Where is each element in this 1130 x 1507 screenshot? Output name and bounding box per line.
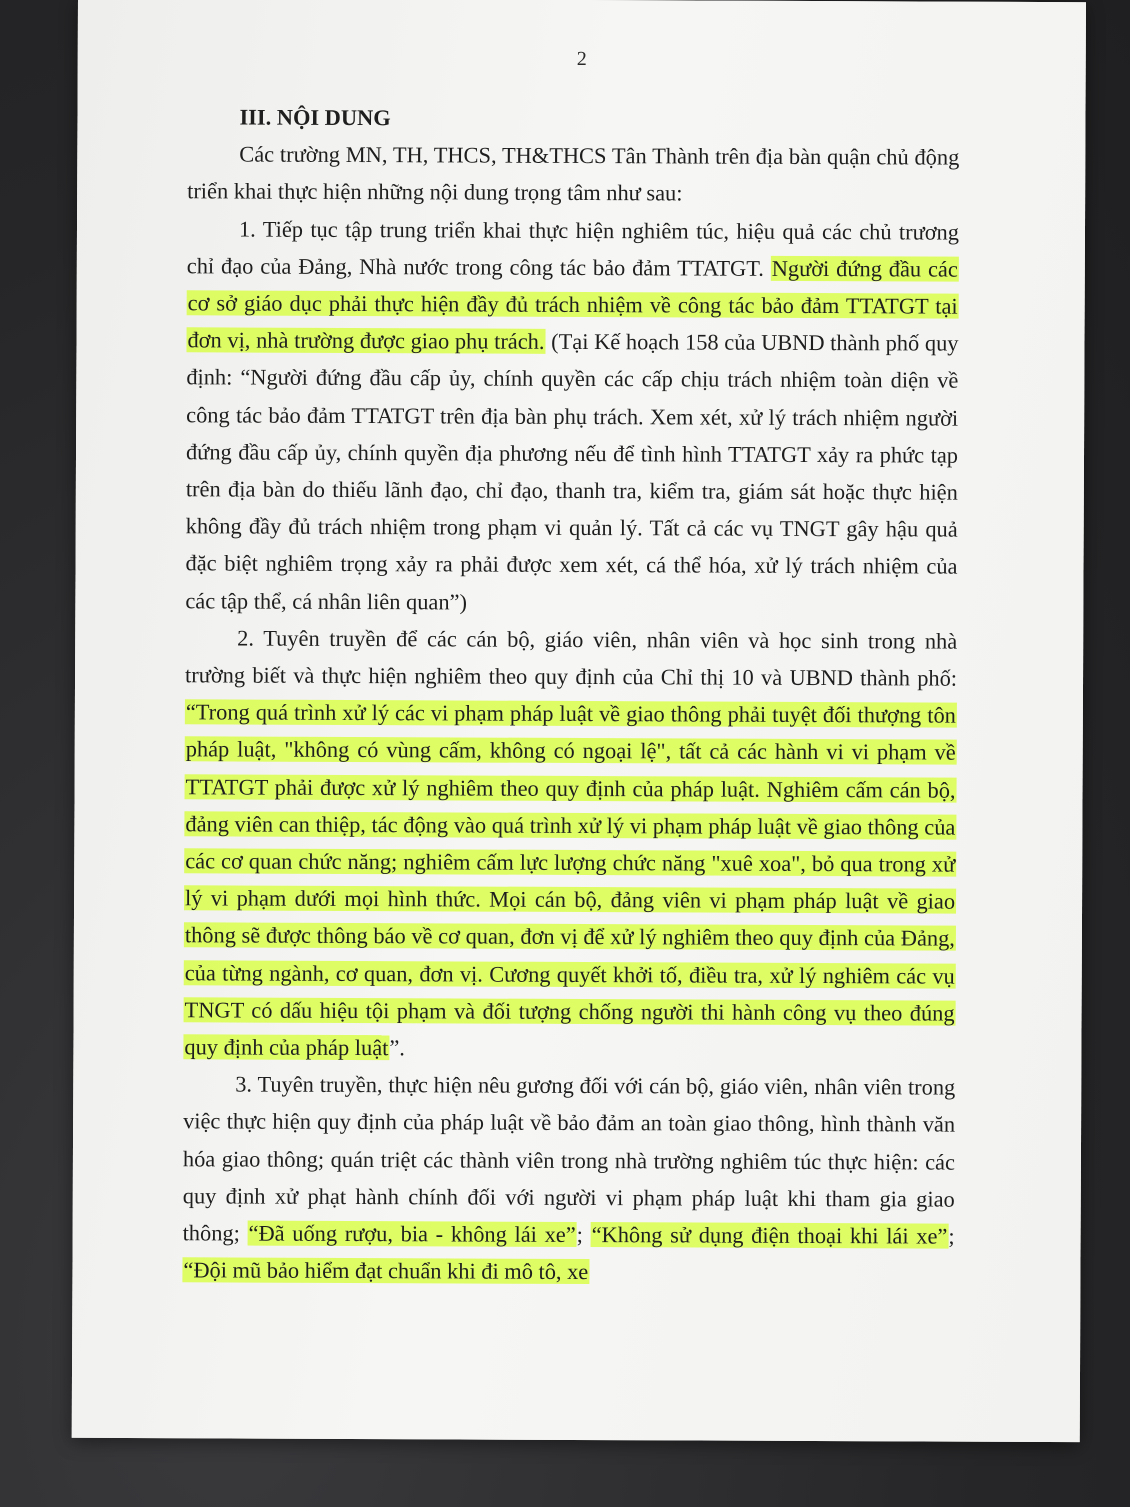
item-1-highlight: Người đứng đầu các cơ sở giáo dục phải thực hiện đầy đủ trách nhiệm về công tác bảo đảm TTATGT tại đơn vị, nhà trường được giao phụ trách.: [187, 255, 958, 355]
item-2-highlight: “Trong quá trình xử lý các vi phạm pháp luật về giao thông phải tuyệt đối thượng tôn pháp luật, "không có vùng cấm, không có ngoại lệ", tất cả các hành vi vi phạm về TTATGT phải được xử lý nghiêm theo quy định của pháp luật. Nghiêm cấm cán bộ, đảng viên can thiệp, tác động vào quá trình xử lý vi phạm pháp luật về giao thông của các cơ quan chức năng; nghiêm cấm lực lượng chức năng "xuê xoa", bỏ qua trong xử lý vi phạm dưới mọi hình thức. Mọi cán bộ, đảng viên vi phạm pháp luật về giao thông sẽ được thông báo về cơ quan, đơn vị để xử lý nghiêm theo quy định của Đảng, của từng ngành, cơ quan, đơn vị. Cương quyết khởi tố, điều tra, xử lý nghiêm các vụ TNGT có dấu hiệu tội phạm và đối tượng chống người thi hành công vụ theo đúng quy định của pháp luật: [184, 699, 956, 1061]
item-3-text: 3. Tuyên truyền, thực hiện nêu gương đối với cán bộ, giáo viên, nhân viên trong việc thực hiện quy định của pháp luật về bảo đảm an toàn giao thông, hình thành văn hóa giao thông; quán triệt các thành viên trong nhà trường nghiêm túc thực hiện: các quy định xử phạt hành chính đối với người vi phạm pháp luật khi tham gia giao thông;: [182, 1071, 956, 1246]
item-3-highlight-3: “Đội mũ bảo hiểm đạt chuẩn khi đi mô tô, xe: [183, 1257, 589, 1285]
item-2-text: 2. Tuyên truyền để các cán bộ, giáo viên, nhân viên và học sinh trong nhà trường biết và thực hiện nghiêm theo quy định của Chỉ thị 10 và UBND thành phố:: [184, 625, 958, 691]
paragraph-item-3: [182, 1066, 955, 1293]
document-page: [72, 0, 1086, 1442]
item-3-separator-2: ;: [948, 1223, 955, 1249]
item-1-text: 1. Tiếp tục tập trung triển khai thực hiện nghiêm túc, hiệu quả các chủ trương chỉ đạo của Đảng, Nhà nước trong công tác bảo đảm TTATGT.: [186, 216, 960, 281]
item-1-text-continued: (Tại Kế hoạch 158 của UBND thành phố quy định: “Người đứng đầu cấp ủy, chính quyền các cấp chịu trách nhiệm toàn diện về công tác bảo đảm TTATGT trên địa bàn phụ trách. Xem xét, xử lý trách nhiệm người đứng đầu cấp ủy, chính quyền địa phương nếu để tình hình TTATGT xảy ra phức tạp trên địa bàn do thiếu lãnh đạo, chỉ đạo, thanh tra, kiểm tra, giám sát hoặc thực hiện không đầy đủ trách nhiệm trong phạm vi quản lý. Tất cả các vụ TNGT gây hậu quả đặc biệt nghiêm trọng xảy ra phải được xem xét, cá thể hóa, xử lý trách nhiệm của các tập thể, cá nhân liên quan”): [185, 329, 959, 615]
item-3-highlight-1: “Đã uống rượu, bia - không lái xe”: [248, 1220, 576, 1248]
page-number: 2: [576, 47, 587, 71]
item-3-highlight-2: “Không sử dụng điện thoại khi lái xe”: [591, 1222, 948, 1249]
document-body: [182, 98, 959, 1292]
paragraph-item-2: [183, 619, 957, 1069]
section-intro: Các trường MN, TH, THCS, TH&THCS Tân Thành trên địa bàn quận chủ động triển khai thực hiện những nội dung trọng tâm như sau:: [187, 141, 960, 206]
item-3-separator-1: ;: [576, 1222, 591, 1248]
section-heading: III. NỘI DUNG: [239, 104, 391, 131]
item-2-text-end: ”.: [389, 1035, 405, 1061]
paragraph-item-1: [185, 210, 959, 623]
